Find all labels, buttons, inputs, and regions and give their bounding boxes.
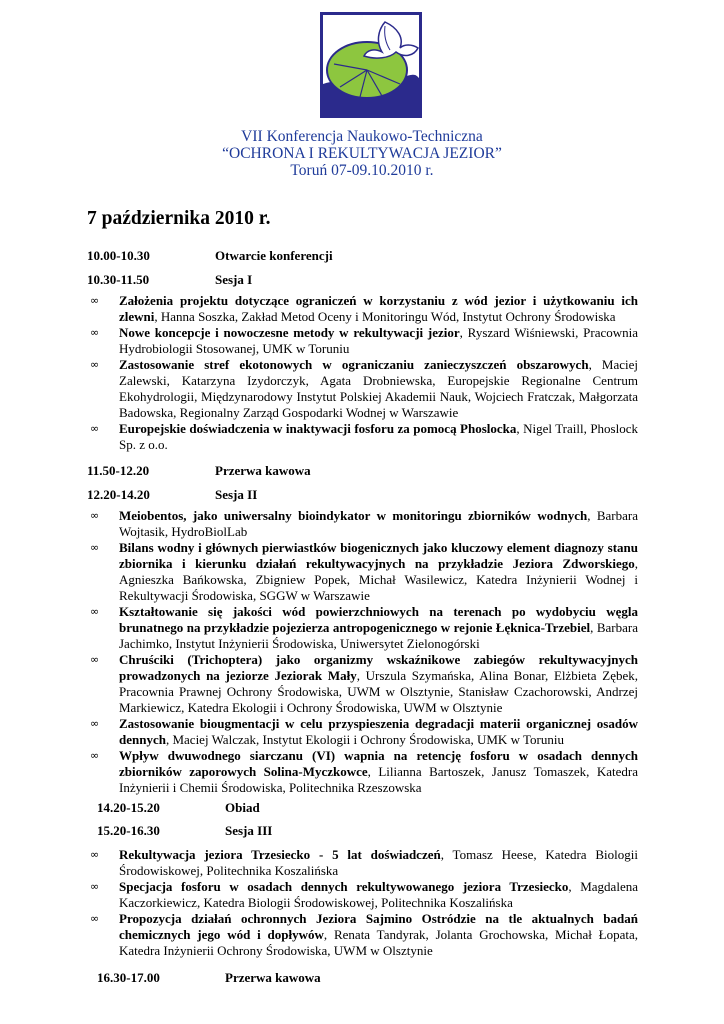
day-heading: 7 października 2010 r. [87,208,271,229]
talk-item: ∞ Nowe koncepcje i nowoczesne metody w rekultywacji jezior, Ryszard Wiśniewski, Pracownia Hydrobiologii Stosowanej, UMK w Toruniu [90,325,638,356]
talk-title: Rekultywacja jeziora Trzesiecko - 5 lat doświadczeń [119,847,441,862]
slot-label: Obiad [225,800,260,815]
session-2-talks [90,508,638,796]
talk-authors: , Tomasz Heese, Katedra Biologii Środowiskowej, Politechnika Koszalińska [119,847,638,878]
talk-title: Zastosowanie biougmentacji w celu przyspieszenia degradacji materii organicznej osadów dennych [119,716,638,747]
slot-time: 10.30-11.50 [87,272,150,287]
slot-label: Sesja III [225,823,273,838]
talk-title: Europejskie doświadczenia w inaktywacji fosforu za pomocą Phoslocka [119,421,517,436]
talk-item: ∞ Rekultywacja jeziora Trzesiecko - 5 lat doświadczeń, Tomasz Heese, Katedra Biologii Środowiskowej, Politechnika Koszalińska [90,847,638,878]
slot-label: Przerwa kawowa [215,463,311,478]
slot-label: Przerwa kawowa [225,970,321,985]
slot-time: 10.00-10.30 [87,248,150,263]
talk-authors: , Ryszard Wiśniewski, Pracownia Hydrobiologii Stosowanej, UMK w Toruniu [119,325,638,356]
talk-item: ∞ Europejskie doświadczenia w inaktywacji fosforu za pomocą Phoslocka, Nigel Traill, Phoslock Sp. z o.o. [90,421,638,452]
talk-authors: , Magdalena Kaczorkiewicz, Katedra Biologii Środowiskowej, Politechnika Koszalińska [119,879,638,910]
talk-item: ∞ Specjacja fosforu w osadach dennych rekultywowanego jeziora Trzesiecko, Magdalena Kaczorkiewicz, Katedra Biologii Środowiskowej, Politechnika Koszalińska [90,879,638,910]
talk-title: Zastosowanie stref ekotonowych w ograniczaniu zanieczyszczeń obszarowych [119,357,589,372]
slot-time: 11.50-12.20 [87,463,150,478]
talk-item: ∞ Kształtowanie się jakości wód powierzchniowych na terenach po wydobyciu węgla brunatnego na przykładzie pojezierza antropogenicznego w rejonie Łęknica-Trzebiel, Barbara Jachimko, Instytut Inżynierii Środowiska, Uniwersytet Zielonogórski [90,604,638,651]
talk-title: Propozycja działań ochronnych Jeziora Sajmino Ostródzie na tle aktualnych badań chemicznych jego wód i dopływów [119,911,638,942]
talk-item: ∞ Zastosowanie stref ekotonowych w ograniczaniu zanieczyszczeń obszarowych, Maciej Zalewski, Katarzyna Izydorczyk, Agata Drobniewska, Europejskie Regionalne Centrum Ekohydrologii, Międzynarodowy Instytut Polskiej Akademii Nauk, Wojciech Fratczak, Małgorzata Badowska, Regionalny Zarząd Gospodarki Wodnej w Warszawie [90,357,639,420]
talk-authors: , Renata Tandyrak, Jolanta Grochowska, Michał Łopata, Katedra Inżynierii Ochrony Środowiska, UWM w Olsztynie [119,927,638,958]
talk-item: ∞ Wpływ dwuwodnego siarczanu (VI) wapnia na retencję fosforu w osadach dennych zbiorników zaporowych Solina-Myczkowce, Lilianna Bartoszek, Janusz Tomaszek, Katedra Inżynierii i Chemii Środowiska, Politechnika Rzeszowska [90,748,638,795]
talk-authors: , Lilianna Bartoszek, Janusz Tomaszek, Katedra Inżynierii i Chemii Środowiska, Politechnika Rzeszowska [119,764,638,795]
conference-dates: Toruń 07-09.10.2010 r. [290,162,434,179]
talk-title: Kształtowanie się jakości wód powierzchniowych na terenach po wydobyciu węgla brunatnego na przykładzie pojezierza antropogenicznego w rejonie Łęknica-Trzebiel [119,604,638,635]
talk-authors: , Maciej Walczak, Instytut Ekologii i Ochrony Środowiska, UMK w Toruniu [165,732,564,747]
talk-title: Nowe koncepcje i nowoczesne metody w rekultywacji jezior [119,325,460,340]
talk-title: Chruściki (Trichoptera) jako organizmy wskaźnikowe zabiegów rekultywacyjnych prowadzonych na jeziorze Jeziorak Mały [119,652,638,683]
talk-title: Meiobentos, jako uniwersalny bioindykator w monitoringu zbiorników wodnych [119,508,588,523]
talk-item: ∞ Założenia projektu dotyczące ograniczeń w korzystaniu z wód jezior i użytkowaniu ich zlewni, Hanna Soszka, Zakład Metod Oceny i Monitoringu Wód, Instytut Ochrony Środowiska [90,293,638,324]
slot-label: Sesja I [215,272,253,287]
session-3-talks [90,847,638,959]
talk-title: Założenia projektu dotyczące ograniczeń w korzystaniu z wód jezior i użytkowaniu ich zlewni [119,293,638,324]
conference-logo [320,12,422,118]
slot-time: 16.30-17.00 [97,970,160,985]
talk-authors: , Maciej Zalewski, Katarzyna Izydorczyk, Agata Drobniewska, Europejskie Regionalne Centrum Ekohydrologii, Międzynarodowy Instytut Polskiej Akademii Nauk, Wojciech Fratczak, Małgorzata Badowska, Regionalny Zarząd Gospodarki Wodnej w Warszawie [119,357,639,420]
session-1-talks [90,293,638,453]
slot-time: 12.20-14.20 [87,487,150,502]
talk-item: ∞ Zastosowanie biougmentacji w celu przyspieszenia degradacji materii organicznej osadów dennych, Maciej Walczak, Instytut Ekologii i Ochrony Środowiska, UMK w Toruniu [90,716,638,747]
talk-authors: , Barbara Jachimko, Instytut Inżynierii Środowiska, Uniwersytet Zielonogórski [119,620,638,651]
talk-title: Specjacja fosforu w osadach dennych rekultywowanego jeziora Trzesiecko [119,879,569,894]
talk-authors: , Urszula Szymańska, Alina Bonar, Elżbieta Zębek, Pracownia Prawnej Ochrony Środowiska, UWM w Olsztynie, Stanisław Czachorowski, Andrzej Markiewicz, Katedra Ekologii i Ochrony Środowiska, UWM w Olsztynie [119,668,638,715]
talk-authors: , Nigel Traill, Phoslock Sp. z o.o. [119,421,638,452]
slot-label: Otwarcie konferencji [215,248,333,263]
talk-title: Wpływ dwuwodnego siarczanu (VI) wapnia na retencję fosforu w osadach dennych zbiorników zaporowych Solina-Myczkowce [119,748,638,779]
talk-item: ∞ Bilans wodny i głównych pierwiastków biogenicznych jako kluczowy element diagnozy stanu zbiornika i kierunku działań rekultywacyjnych na przykładzie Jeziora Zdworskiego, Agnieszka Bańkowska, Zbigniew Popek, Michał Wasilewicz, Katedra Inżynierii Wodnej i Rekultywacji Środowiska, SGGW w Warszawie [90,540,638,603]
talk-authors: , Hanna Soszka, Zakład Metod Oceny i Monitoringu Wód, Instytut Ochrony Środowiska [154,309,616,324]
talk-authors: , Agnieszka Bańkowska, Zbigniew Popek, Michał Wasilewicz, Katedra Inżynierii Wodnej i Rekultywacji Środowiska, SGGW w Warszawie [119,556,638,603]
talk-authors: , Barbara Wojtasik, HydroBiolLab [119,508,638,539]
talk-item: ∞ Chruściki (Trichoptera) jako organizmy wskaźnikowe zabiegów rekultywacyjnych prowadzonych na jeziorze Jeziorak Mały, Urszula Szymańska, Alina Bonar, Elżbieta Zębek, Pracownia Prawnej Ochrony Środowiska, UWM w Olsztynie, Stanisław Czachorowski, Andrzej Markiewicz, Katedra Ekologii i Ochrony Środowiska, UWM w Olsztynie [90,652,638,715]
talk-item: ∞ Meiobentos, jako uniwersalny bioindykator w monitoringu zbiorników wodnych, Barbara Wojtasik, HydroBiolLab [90,508,638,539]
conference-name: “OCHRONA I REKULTYWACJA JEZIOR” [222,145,502,162]
conference-title: VII Konferencja Naukowo-Techniczna [241,128,483,145]
talk-item: ∞ Propozycja działań ochronnych Jeziora Sajmino Ostródzie na tle aktualnych badań chemicznych jego wód i dopływów, Renata Tandyrak, Jolanta Grochowska, Michał Łopata, Katedra Inżynierii Ochrony Środowiska, UWM w Olsztynie [90,911,638,958]
slot-label: Sesja II [215,487,258,502]
slot-time: 14.20-15.20 [97,800,160,815]
talk-title: Bilans wodny i głównych pierwiastków biogenicznych jako kluczowy element diagnozy stanu zbiornika i kierunku działań rekultywacyjnych na przykładzie Jeziora Zdworskiego [119,540,638,571]
slot-time: 15.20-16.30 [97,823,160,838]
